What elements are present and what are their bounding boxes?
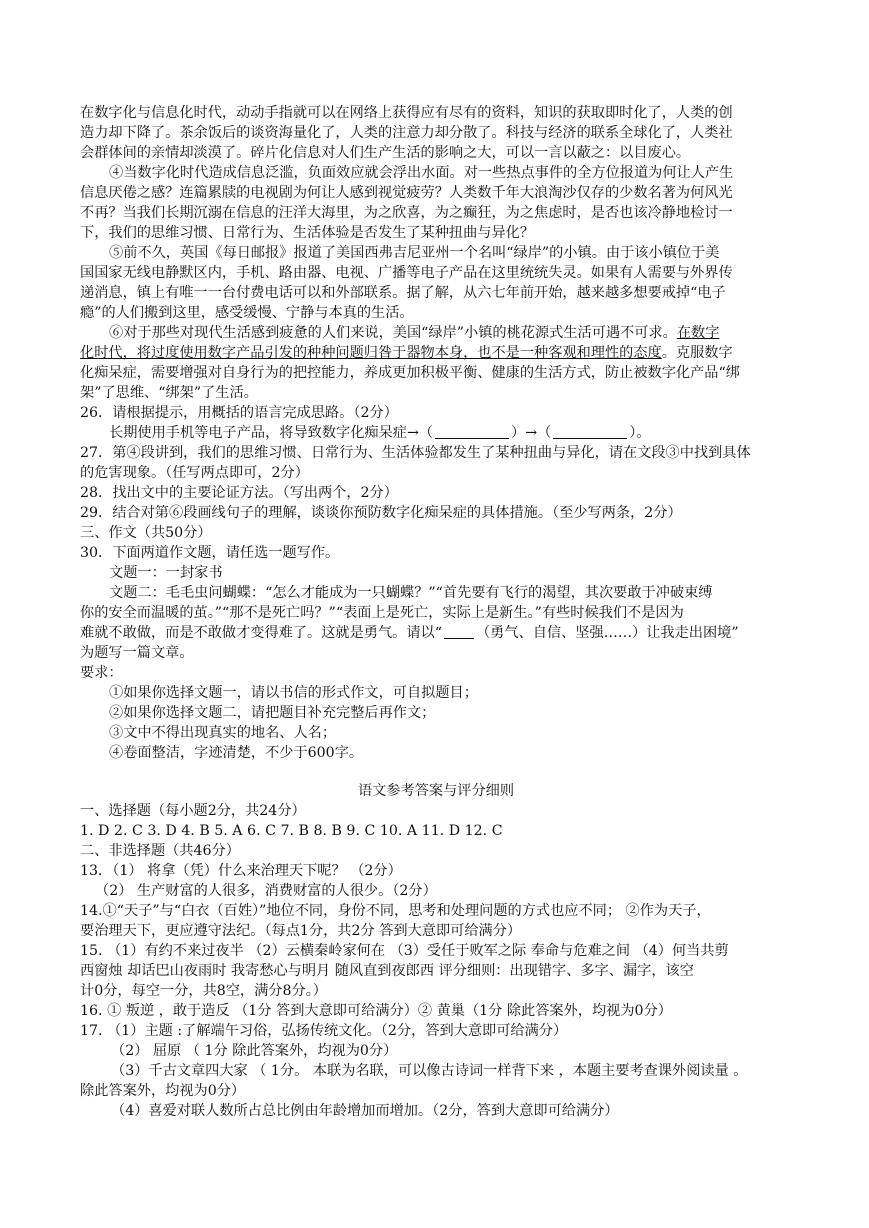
passage-p4-line: 信息厌倦之感？连篇累牍的电视剧为何让人感到视觉疲劳？人类数千年大浪淘沙仅存的少数名著为何风光	[80, 185, 733, 201]
answer-line: 16. ① 叛逆 ，敢于造反 （1分 答到大意即可给满分）② 黄巢（1分 除此答案外，均视为0分）	[80, 1003, 672, 1019]
question-26-text: 长期使用手机等电子产品，将导致数字化痴呆症→（	[109, 425, 434, 441]
answer-line: 要治理天下，更应遵守法纪。（每点1分，共2分 答到大意即可给满分）	[80, 923, 522, 939]
answer-line: 17. （1）主题 :了解端午习俗，弘扬传统文化。（2分，答到大意即可给满分）	[80, 1023, 568, 1039]
passage-p1-line: 会群体间的亲情却淡漠了。碎片化信息对人们生产生活的影响之大，可以一言以蔽之：以目废心。	[80, 145, 691, 161]
answer-line: （4）喜爱对联人数所占总比例由年龄增加而增加。（2分，答到大意即可给满分）	[111, 1103, 619, 1119]
passage-p6-line: 架”了思维、“绑架”了生活。	[80, 385, 258, 401]
answer-blank[interactable]	[553, 424, 627, 439]
passage-p1-line: 在数字化与信息化时代，动动手指就可以在网络上获得应有尽有的资料，知识的获取即时化了，人类的创	[80, 105, 733, 121]
underlined-sentence: 化时代，将过度使用数字产品引发的种种问题归咎于器物本身，也不是一种客观和理性的态度	[80, 345, 662, 361]
question-26-text: ）→（	[511, 425, 552, 441]
essay-topic-2-text: 难就不敢做，而是不敢做才变得难了。这就是勇气。请以“	[80, 625, 442, 641]
answer-line: 15. （1）有约不来过夜半 （2）云横秦岭家何在 （3）受任于败军之际 奉命与危难之间 （4）何当共剪	[80, 943, 729, 959]
passage-p6-line	[80, 323, 792, 343]
answer-line: 14.①“天子”与“白衣（百姓）”地位不同，身份不同，思考和处理问题的方式也应不同； ②作为天子，	[80, 903, 711, 919]
requirement-item: ②如果你选择文题二，请把题目补充完整后再作文；	[109, 705, 436, 721]
question-26: 26．请根据提示，用概括的语言完成思路。（2分）	[80, 405, 398, 421]
passage-p5-line: 国国家无线电静默区内，手机、路由器、电视、广播等电子产品在这里统统失灵。如果有人需要与外界传	[80, 265, 733, 281]
question-30: 30．下面两道作文题，请任选一题写作。	[80, 545, 340, 561]
requirement-item: ①如果你选择文题一，请以书信的形式作文，可自拟题目；	[109, 685, 478, 701]
passage-p6-line: 化痴呆症，需要增强对自身行为的把控能力，养成更加积极平衡、健康的生活方式，防止被数字化产品“绑	[80, 365, 740, 381]
passage-p6-text: 。克服数字	[661, 345, 733, 361]
answer-line: 13．（1） 将拿（凭）什么来治理天下呢？ （2分）	[80, 863, 402, 879]
answer-line: （2） 屈原 （ 1分 除此答案外，均视为0分）	[111, 1043, 398, 1059]
passage-p4-line: 不再？当我们长期沉溺在信息的汪洋大海里，为之欣喜，为之癫狂，为之焦虑时，是否也该冷静地检讨一	[80, 205, 733, 221]
passage-p4-line: 下，我们的思维习惯、日常行为、生活体验是否发生了某种扭曲与异化？	[80, 225, 535, 241]
question-29: 29．结合对第⑥段画线句子的理解，谈谈你预防数字化痴呆症的具体措施。（至少写两条，2分）	[80, 505, 682, 521]
passage-p6-line	[80, 343, 792, 363]
essay-topic-2-text: （勇气、自信、坚强……）让我走出困境”	[475, 625, 739, 641]
section-heading: 一、选择题（每小题2分，共24分）	[80, 803, 306, 819]
answer-line: （3）千古文章四大家 （ 1分。 本联为名联，可以像古诗词一样背下来 ，本题主要考查课外阅读量 。	[111, 1063, 748, 1079]
answer-line: （2） 生产财富的人很多，消费财富的人很少。（2分）	[95, 883, 437, 899]
question-27: 27．第④段讲到，我们的思维习惯、日常行为、生活体验都发生了某种扭曲与异化，请在文段③中找到具体	[80, 445, 751, 461]
question-26-prompt	[80, 423, 792, 443]
spacer	[80, 763, 792, 781]
essay-topic-2	[80, 623, 792, 643]
requirements-label: 要求：	[80, 665, 123, 681]
essay-topic-2: 你的安全而温暖的茧。”“那不是死亡吗？”“表面上是死亡，实际上是新生。”有些时候我们不是因为	[80, 605, 684, 621]
answer-blank[interactable]	[435, 424, 509, 439]
title-blank[interactable]	[444, 624, 474, 639]
answer-line: 除此答案外，均视为0分）	[80, 1083, 246, 1099]
essay-topic-2: 文题二：毛毛虫问蝴蝶：“怎么才能成为一只蝴蝶？”“首先要有飞行的渴望，其次要敢于冲破束缚	[109, 585, 713, 601]
answer-line: 1. D 2. C 3. D 4. B 5. A 6. C 7. B 8. B 9. C 10. A 11. D 12. C	[80, 823, 503, 839]
underlined-sentence: 在数字	[676, 325, 720, 341]
passage-p5-line: 瘾”的人们搬到这里，感受缓慢、宁静与本真的生活。	[80, 305, 414, 321]
passage-p6-text: ⑥对于那些对现代生活感到疲惫的人们来说，美国“绿岸”小镇的桃花源式生活可遇不可求。	[109, 325, 677, 341]
section-heading: 二、非选择题（共46分）	[80, 843, 240, 859]
passage-p4-line: ④当数字化时代造成信息泛滥，负面效应就会浮出水面。对一些热点事件的全方位报道为何让人产生	[109, 165, 734, 181]
requirement-item: ④卷面整洁，字迹清楚，不少于600字。	[109, 745, 364, 761]
question-28: 28．找出文中的主要论证方法。（写出两个，2分）	[80, 485, 398, 501]
section-heading: 三、作文（共50分）	[80, 525, 212, 541]
question-27: 的危害现象。（任写两点即可，2分）	[80, 465, 309, 481]
essay-topic-2: 为题写一篇文章。	[80, 645, 194, 661]
question-26-text: ）。	[629, 425, 651, 441]
essay-topic-1: 文题一：一封家书	[109, 565, 223, 581]
requirement-item: ③文中不得出现真实的地名、人名；	[109, 725, 337, 741]
passage-p5-line: 递消息，镇上有唯一一台付费电话可以和外部联系。据了解，从六七年前开始，越来越多想要戒掉“电子	[80, 285, 726, 301]
answers-title: 语文参考答案与评分细则	[357, 783, 515, 799]
passage-p5-line: ⑤前不久，英国《每日邮报》报道了美国西弗吉尼亚州一个名叫“绿岸”的小镇。由于该小镇位于美	[109, 245, 720, 261]
answer-line: 计0分，每空一分，共8空，满分8分。）	[80, 983, 327, 999]
answer-line: 西窗烛 却话巴山夜雨时 我寄愁心与明月 随风直到夜郎西 评分细则：出现错字、多字、漏字，该空	[80, 963, 694, 979]
document-page	[80, 103, 792, 1121]
passage-p1-line: 造力却下降了。茶余饭后的谈资海量化了，人类的注意力却分散了。科技与经济的联系全球化了，人类社	[80, 125, 733, 141]
